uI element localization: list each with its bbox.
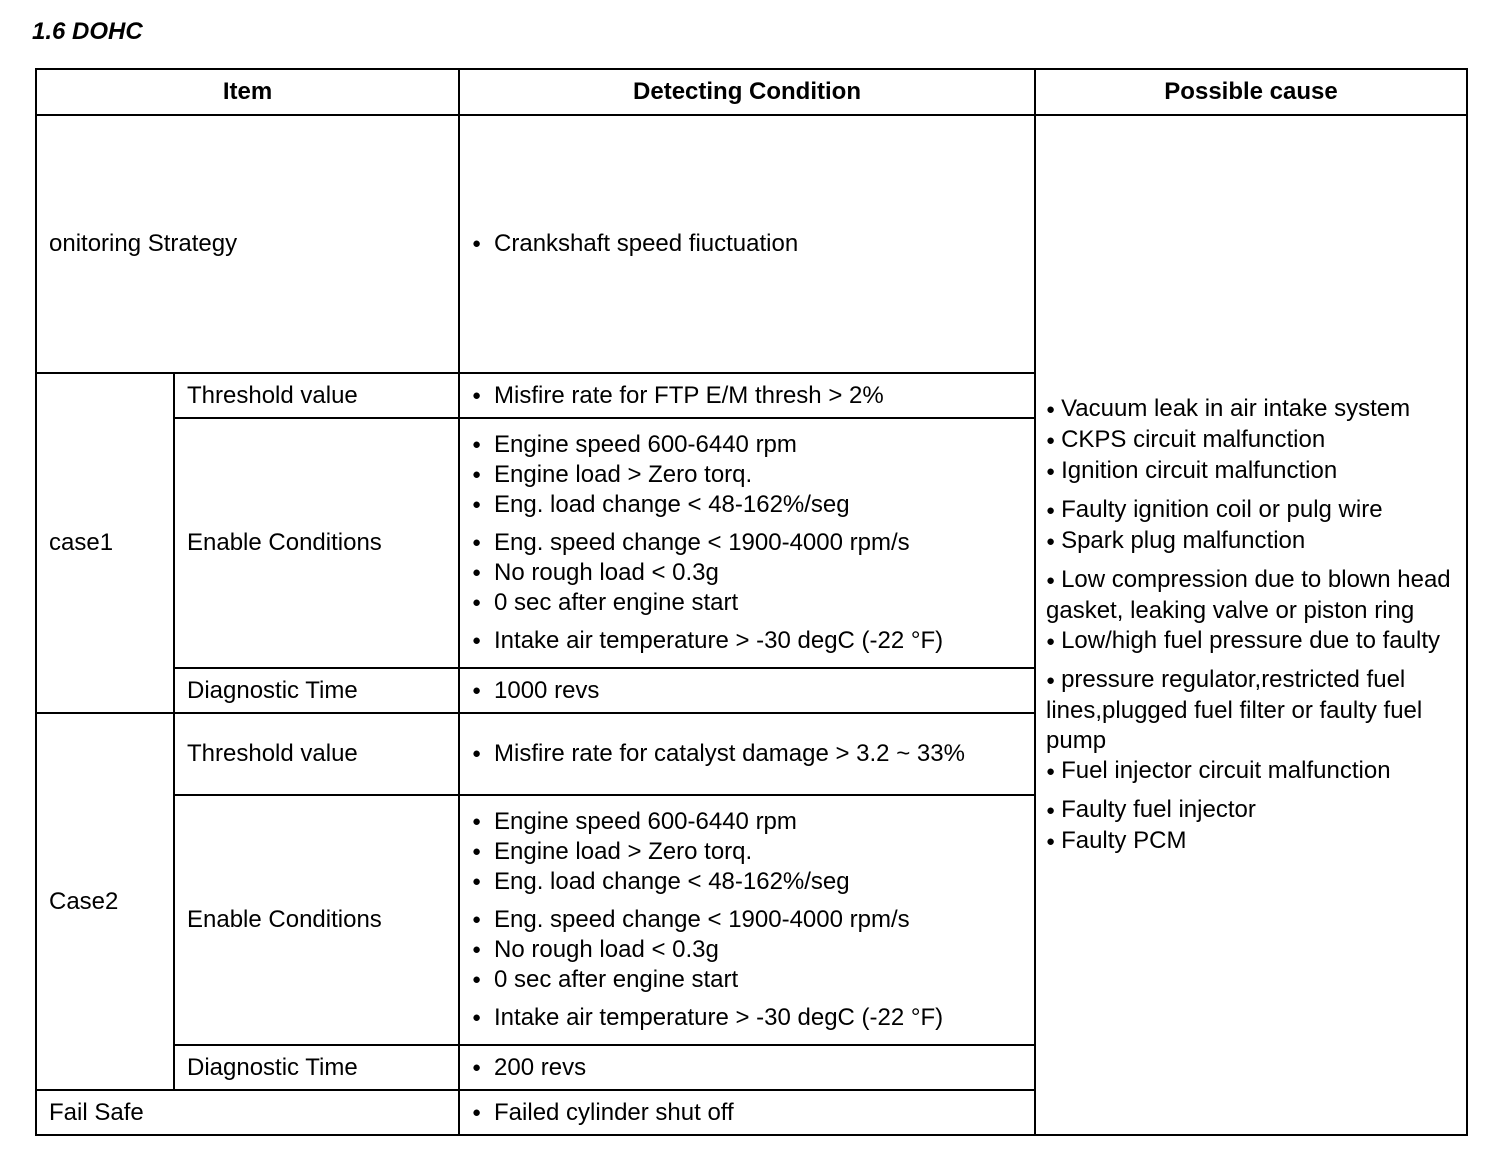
case1-enable-item: ● Eng. speed change < 1900-4000 rpm/s xyxy=(472,528,1022,558)
case1-enable-label: Enable Conditions xyxy=(174,418,459,668)
diagnostic-table xyxy=(35,68,1468,1136)
cause-item: ● Low compression due to blown head gasket, leaking valve or piston ring xyxy=(1046,565,1451,624)
failsafe-value: ● Failed cylinder shut off xyxy=(472,1098,1022,1128)
case1-diag-value: ● 1000 revs xyxy=(472,676,1022,706)
case1-enable-item: ● Engine load > Zero torq. xyxy=(472,460,1022,490)
case1-enable-cell xyxy=(459,418,1035,668)
failsafe-label: Fail Safe xyxy=(36,1090,459,1135)
cause-item: ● Vacuum leak in air intake system xyxy=(1046,394,1411,422)
case1-threshold-cell xyxy=(459,373,1035,418)
cause-item: ● Low/high fuel pressure due to faulty xyxy=(1046,626,1440,654)
page-title: 1.6 DOHC xyxy=(32,18,143,45)
case1-enable-item: ● Engine speed 600-6440 rpm xyxy=(472,430,1022,460)
case1-threshold-label: Threshold value xyxy=(174,373,459,418)
case1-enable-item: ● Intake air temperature > -30 degC (-22 °F) xyxy=(472,626,1022,656)
case2-diag-value: ● 200 revs xyxy=(472,1053,1022,1083)
case2-diag-cell xyxy=(459,1045,1035,1090)
case2-threshold-value: ● Misfire rate for catalyst damage > 3.2 ~ 33% xyxy=(472,739,1022,769)
case2-enable-item: ● Engine load > Zero torq. xyxy=(472,837,1022,867)
case2-enable-item: ● No rough load < 0.3g xyxy=(472,935,1022,965)
case2-enable-item: ● Engine speed 600-6440 rpm xyxy=(472,807,1022,837)
case2-threshold-label: Threshold value xyxy=(174,713,459,795)
case2-enable-item: ● Intake air temperature > -30 degC (-22 °F) xyxy=(472,1003,1022,1033)
cause-item: ● Fuel injector circuit malfunction xyxy=(1046,756,1391,784)
cause-item: ● Ignition circuit malfunction xyxy=(1046,456,1338,484)
case2-label: Case2 xyxy=(36,713,174,1090)
case1-label: case1 xyxy=(36,373,174,713)
cause-item: ● Faulty fuel injector xyxy=(1046,795,1256,823)
case1-enable-item: ● No rough load < 0.3g xyxy=(472,558,1022,588)
cause-item: ● Spark plug malfunction xyxy=(1046,526,1306,554)
monitoring-label: onitoring Strategy xyxy=(36,115,459,373)
header-cause: Possible cause xyxy=(1035,69,1467,115)
header-item: Item xyxy=(36,69,459,115)
case2-enable-item: ● Eng. speed change < 1900-4000 rpm/s xyxy=(472,905,1022,935)
cause-item: ● Faulty PCM xyxy=(1046,826,1187,854)
monitoring-condition-cell xyxy=(459,115,1035,373)
header-condition: Detecting Condition xyxy=(459,69,1035,115)
monitoring-condition: ● Crankshaft speed fiuctuation xyxy=(472,229,1022,259)
case2-enable-item: ● 0 sec after engine start xyxy=(472,965,1022,995)
possible-cause-list xyxy=(1046,394,1456,857)
case2-enable-cell xyxy=(459,795,1035,1045)
cause-item: ● CKPS circuit malfunction xyxy=(1046,425,1326,453)
cause-item: ● Faulty ignition coil or pulg wire xyxy=(1046,495,1383,523)
failsafe-cell xyxy=(459,1090,1035,1135)
monitoring-row xyxy=(36,115,1467,373)
cause-item: ● pressure regulator,restricted fuel lines,plugged fuel filter or faulty fuel pump xyxy=(1046,665,1423,754)
case1-diag-label: Diagnostic Time xyxy=(174,668,459,713)
case1-diag-cell xyxy=(459,668,1035,713)
case2-enable-label: Enable Conditions xyxy=(174,795,459,1045)
header-row xyxy=(36,69,1467,115)
case2-threshold-cell xyxy=(459,713,1035,795)
case1-threshold-value: ● Misfire rate for FTP E/M thresh > 2% xyxy=(472,381,1022,411)
case1-enable-item: ● Eng. load change < 48-162%/seg xyxy=(472,490,1022,520)
case1-enable-item: ● 0 sec after engine start xyxy=(472,588,1022,618)
case2-diag-label: Diagnostic Time xyxy=(174,1045,459,1090)
case2-enable-item: ● Eng. load change < 48-162%/seg xyxy=(472,867,1022,897)
possible-cause-cell xyxy=(1035,115,1467,1135)
